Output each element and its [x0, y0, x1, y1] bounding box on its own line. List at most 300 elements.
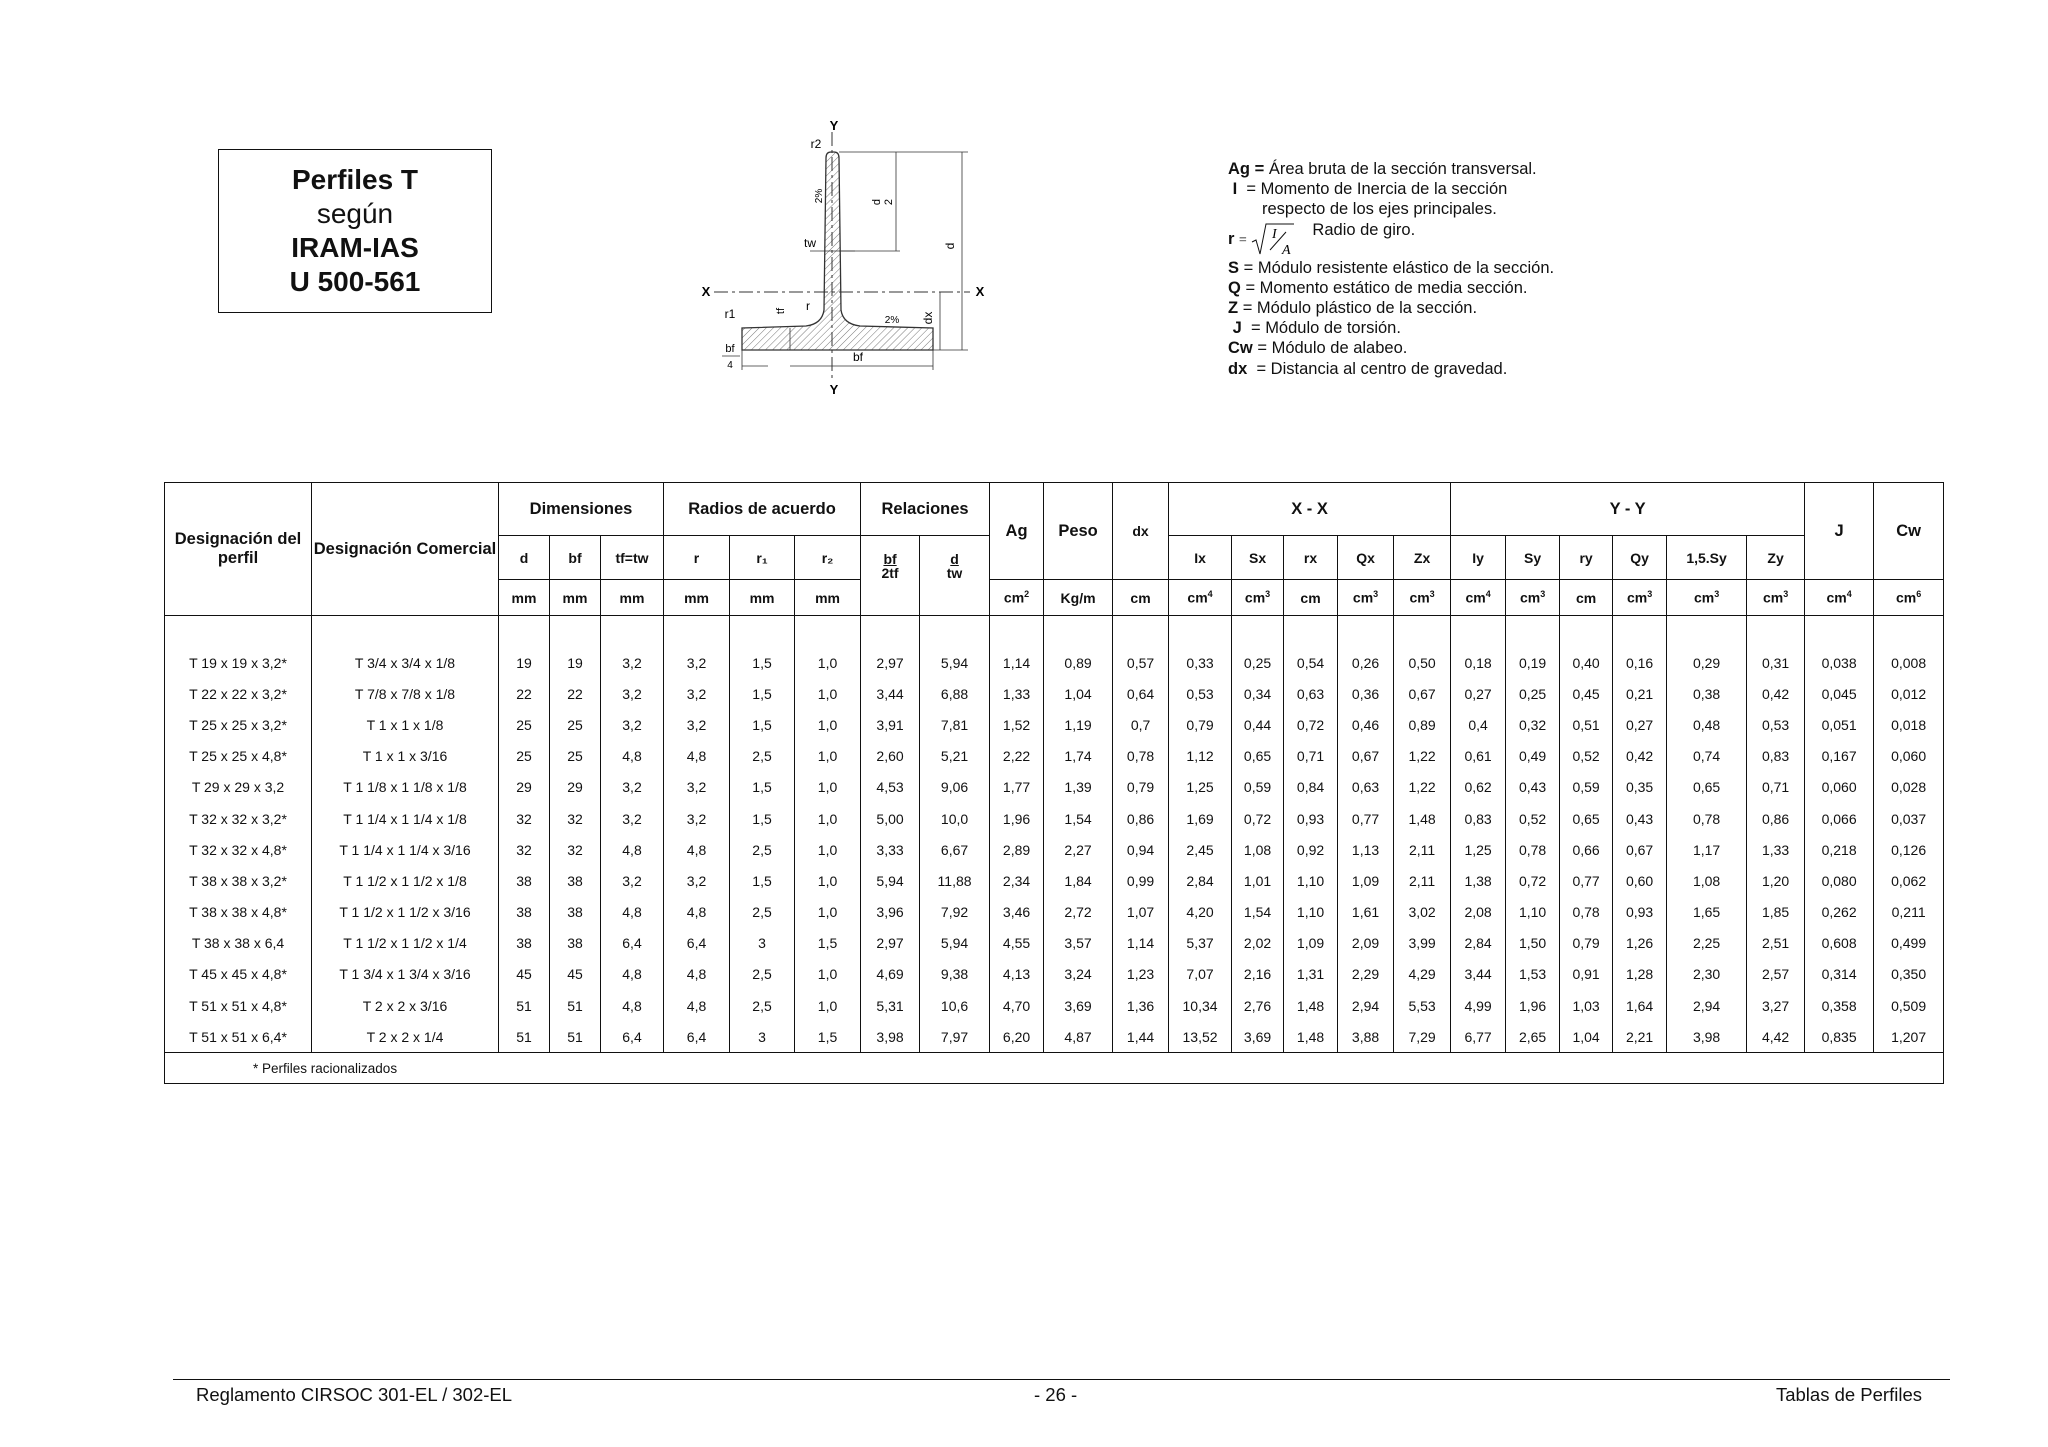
unit-ag [990, 580, 1044, 616]
table-cell: 4,20 [1169, 897, 1232, 928]
table-cell: 4,8 [664, 959, 730, 990]
table-cell: 0,167 [1805, 741, 1874, 772]
table-cell: 1,33 [990, 678, 1044, 709]
spacer-cell [1613, 616, 1667, 648]
table-cell: 4,8 [664, 834, 730, 865]
table-cell: 3,99 [1394, 928, 1451, 959]
table-cell: 1,20 [1747, 865, 1805, 896]
bf-label: bf [852, 350, 864, 364]
flange-slope-label: 2% [884, 315, 900, 326]
unit-zy [1747, 580, 1805, 616]
unit-ag-exp: 2 [1024, 589, 1030, 600]
table-cell: 0,48 [1667, 709, 1747, 740]
table-cell: 0,83 [1451, 803, 1506, 834]
table-cell: 1,04 [1044, 678, 1113, 709]
table-cell: 25 [550, 709, 601, 740]
table-cell: 2,84 [1169, 865, 1232, 896]
table-cell: 29 [550, 772, 601, 803]
table-cell: 2,22 [990, 741, 1044, 772]
table-cell: 0,19 [1506, 647, 1560, 678]
table-cell: 32 [550, 834, 601, 865]
table-cell: 38 [499, 928, 550, 959]
table-cell: T 25 x 25 x 3,2* [165, 709, 312, 740]
table-cell: 25 [550, 741, 601, 772]
table-cell: 1,84 [1044, 865, 1113, 896]
table-cell: 5,94 [861, 865, 920, 896]
table-cell: 1,64 [1613, 990, 1667, 1021]
table-cell: 1,10 [1284, 865, 1338, 896]
table-cell: 1,08 [1667, 865, 1747, 896]
table-cell: 1,09 [1338, 865, 1394, 896]
table-cell: 2,09 [1338, 928, 1394, 959]
table-cell: 0,71 [1284, 741, 1338, 772]
table-cell: 1,48 [1284, 1021, 1338, 1053]
table-cell: 0,21 [1613, 678, 1667, 709]
table-cell: 0,50 [1394, 647, 1451, 678]
table-cell: 51 [499, 990, 550, 1021]
table-cell: 0,29 [1667, 647, 1747, 678]
footer-page-number: - 26 - [1034, 1384, 1078, 1405]
sub-r2: r₂ [795, 536, 861, 580]
table-cell: 0,49 [1506, 741, 1560, 772]
unit-qx [1338, 580, 1394, 616]
table-cell: 2,02 [1232, 928, 1284, 959]
spacer-cell [1232, 616, 1284, 648]
table-cell: T 1 x 1 x 3/16 [312, 741, 499, 772]
table-row [165, 990, 1944, 1021]
sub-r: r [664, 536, 730, 580]
legend-eq: = [1243, 258, 1254, 277]
header-designacion-perfil: Designación del perfil [165, 483, 312, 616]
table-cell: 0,350 [1874, 959, 1944, 990]
table-cell: 4,8 [601, 990, 664, 1021]
table-cell: 10,34 [1169, 990, 1232, 1021]
table-cell: 5,94 [920, 928, 990, 959]
table-cell: 0,051 [1805, 709, 1874, 740]
table-cell: T 1 x 1 x 1/8 [312, 709, 499, 740]
table-cell: 38 [550, 928, 601, 959]
table-cell: 5,94 [920, 647, 990, 678]
table-cell: 2,76 [1232, 990, 1284, 1021]
table-cell: 5,37 [1169, 928, 1232, 959]
table-cell: 0,93 [1613, 897, 1667, 928]
table-cell: 1,23 [1113, 959, 1169, 990]
table-cell: 0,89 [1394, 709, 1451, 740]
table-cell: 2,5 [730, 897, 795, 928]
table-cell: 19 [499, 647, 550, 678]
table-cell: 2,25 [1667, 928, 1747, 959]
table-cell: 0,42 [1747, 678, 1805, 709]
unit-sx-exp: 3 [1265, 589, 1271, 600]
unit-sy15-exp: 3 [1714, 589, 1720, 600]
table-cell: 1,03 [1560, 990, 1613, 1021]
unit-ag-base: cm [1003, 589, 1025, 606]
table-cell: 0,86 [1113, 803, 1169, 834]
unit-peso: Kg/m [1044, 580, 1113, 616]
table-cell: 7,92 [920, 897, 990, 928]
formula-num: I [1272, 226, 1278, 242]
table-cell: 2,97 [861, 928, 920, 959]
table-cell: 4,13 [990, 959, 1044, 990]
table-cell: 1,28 [1613, 959, 1667, 990]
radius-formula [1228, 220, 1415, 258]
table-cell: 1,61 [1338, 897, 1394, 928]
table-cell: 1,5 [730, 647, 795, 678]
legend-s-text: Módulo resistente elástico de la sección. [1257, 258, 1555, 277]
table-cell: 38 [499, 897, 550, 928]
spacer-cell [1805, 616, 1874, 648]
table-cell: 2,11 [1394, 834, 1451, 865]
table-cell: 1,53 [1506, 959, 1560, 990]
sub-iy: Iy [1451, 536, 1506, 580]
table-cell: 0,67 [1613, 834, 1667, 865]
legend-dx-symbol: dx [1228, 359, 1248, 378]
table-cell: 0,16 [1613, 647, 1667, 678]
table-row [165, 709, 1944, 740]
table-cell: 0,218 [1805, 834, 1874, 865]
tf-label: tf [775, 307, 787, 315]
web-slope-label: 2% [814, 188, 825, 204]
table-cell: 1,65 [1667, 897, 1747, 928]
table-row [165, 678, 1944, 709]
table-cell: 0,53 [1747, 709, 1805, 740]
table-cell: 6,4 [601, 1021, 664, 1053]
sub-zy: Zy [1747, 536, 1805, 580]
table-cell: 0,66 [1560, 834, 1613, 865]
table-cell: 1,22 [1394, 772, 1451, 803]
spacer-cell [1169, 616, 1232, 648]
table-cell: 2,08 [1451, 897, 1506, 928]
table-cell: 0,037 [1874, 803, 1944, 834]
table-cell: 2,57 [1747, 959, 1805, 990]
table-cell: 11,88 [920, 865, 990, 896]
table-cell: 3,02 [1394, 897, 1451, 928]
table-cell: 0,67 [1338, 741, 1394, 772]
profiles-table-wrapper [164, 482, 1943, 1084]
table-cell: T 45 x 45 x 4,8* [165, 959, 312, 990]
table-cell: 0,93 [1284, 803, 1338, 834]
table-cell: 4,99 [1451, 990, 1506, 1021]
r2-label: r2 [810, 137, 822, 151]
table-cell: 1,96 [1506, 990, 1560, 1021]
table-cell: 0,44 [1232, 709, 1284, 740]
table-cell: 1,33 [1747, 834, 1805, 865]
table-row [165, 772, 1944, 803]
table-cell: T 1 1/2 x 1 1/2 x 1/8 [312, 865, 499, 896]
table-cell: 2,21 [1613, 1021, 1667, 1053]
table-cell: 10,0 [920, 803, 990, 834]
table-cell: 0,012 [1874, 678, 1944, 709]
table-cell: 2,94 [1338, 990, 1394, 1021]
unit-cw-base: cm [1896, 589, 1917, 606]
table-cell: 2,5 [730, 959, 795, 990]
table-cell: 1,5 [795, 928, 861, 959]
table-cell: 0,78 [1506, 834, 1560, 865]
table-cell: 1,48 [1284, 990, 1338, 1021]
table-cell: 0,99 [1113, 865, 1169, 896]
table-cell: 4,29 [1394, 959, 1451, 990]
header-radios: Radios de acuerdo [664, 483, 861, 536]
table-cell: 1,5 [795, 1021, 861, 1053]
table-cell: 0,52 [1506, 803, 1560, 834]
table-cell: 0,045 [1805, 678, 1874, 709]
table-cell: 0,25 [1506, 678, 1560, 709]
table-cell: 45 [550, 959, 601, 990]
table-cell: 0,64 [1113, 678, 1169, 709]
table-cell: 1,01 [1232, 865, 1284, 896]
header-ag: Ag [990, 483, 1044, 580]
table-cell: 0,72 [1284, 709, 1338, 740]
header-peso: Peso [1044, 483, 1113, 580]
table-cell: 3,91 [861, 709, 920, 740]
sub-sy: Sy [1506, 536, 1560, 580]
table-cell: 25 [499, 741, 550, 772]
table-cell: 4,8 [664, 990, 730, 1021]
legend-eq: = [1245, 278, 1256, 297]
table-cell: 2,27 [1044, 834, 1113, 865]
unit-sy-base: cm [1519, 589, 1541, 606]
table-cell: 0,78 [1667, 803, 1747, 834]
unit-sx [1232, 580, 1284, 616]
spacer-cell [1667, 616, 1747, 648]
table-cell: 0,43 [1506, 772, 1560, 803]
table-cell: 2,72 [1044, 897, 1113, 928]
table-cell: 1,19 [1044, 709, 1113, 740]
sub-bf: bf [550, 536, 601, 580]
table-cell: 1,0 [795, 990, 861, 1021]
sub-ix: Ix [1169, 536, 1232, 580]
table-cell: 0,57 [1113, 647, 1169, 678]
table-cell: 3,2 [601, 709, 664, 740]
table-cell: T 32 x 32 x 4,8* [165, 834, 312, 865]
table-cell: 1,0 [795, 803, 861, 834]
table-cell: 3,24 [1044, 959, 1113, 990]
spacer-cell [1284, 616, 1338, 648]
table-cell: 0,26 [1338, 647, 1394, 678]
unit-qy [1613, 580, 1667, 616]
table-cell: 0,67 [1394, 678, 1451, 709]
table-cell: 3,69 [1044, 990, 1113, 1021]
table-row [165, 803, 1944, 834]
table-cell: 0,211 [1874, 897, 1944, 928]
spacer-cell [165, 616, 312, 648]
table-cell: T 29 x 29 x 3,2 [165, 772, 312, 803]
table-cell: 1,25 [1169, 772, 1232, 803]
legend-i-symbol: I [1232, 180, 1238, 199]
svg-text:=: = [1238, 232, 1248, 248]
table-cell: 25 [499, 709, 550, 740]
table-cell: 0,86 [1747, 803, 1805, 834]
header-xx: X - X [1169, 483, 1451, 536]
table-cell: 4,69 [861, 959, 920, 990]
table-cell: 4,87 [1044, 1021, 1113, 1053]
sub-tftw: tf=tw [601, 536, 664, 580]
sqrt-formula-icon [1238, 220, 1298, 258]
table-cell: 0,062 [1874, 865, 1944, 896]
table-cell: 4,42 [1747, 1021, 1805, 1053]
table-cell: 0,080 [1805, 865, 1874, 896]
table-cell: 2,5 [730, 741, 795, 772]
table-cell: 0,74 [1667, 741, 1747, 772]
axis-x-right-label: X [975, 284, 985, 299]
table-cell: 1,25 [1451, 834, 1506, 865]
table-cell: 6,20 [990, 1021, 1044, 1053]
unit-sx-base: cm [1244, 589, 1266, 606]
table-cell: 6,4 [664, 1021, 730, 1053]
legend-eq: = [1250, 319, 1261, 338]
table-cell: 2,5 [730, 990, 795, 1021]
table-cell: 7,07 [1169, 959, 1232, 990]
spacer-cell [1044, 616, 1113, 648]
table-row [165, 928, 1944, 959]
sub-qy: Qy [1613, 536, 1667, 580]
rel2-num: d [950, 551, 959, 567]
sub-rx: rx [1284, 536, 1338, 580]
unit-ix-exp: 4 [1207, 589, 1213, 600]
table-cell: 0,60 [1613, 865, 1667, 896]
table-cell: 3,2 [664, 647, 730, 678]
table-cell: 0,61 [1451, 741, 1506, 772]
title-line-2: según [316, 198, 394, 229]
table-cell: 0,65 [1667, 772, 1747, 803]
table-cell: 32 [499, 803, 550, 834]
table-cell: T 1 1/4 x 1 1/4 x 3/16 [312, 834, 499, 865]
table-cell: 4,8 [601, 834, 664, 865]
unit-qx-base: cm [1352, 589, 1374, 606]
table-cell: 3,2 [601, 803, 664, 834]
unit-bf: mm [550, 580, 601, 616]
table-cell: T 38 x 38 x 3,2* [165, 865, 312, 896]
table-cell: T 25 x 25 x 4,8* [165, 741, 312, 772]
table-cell: 0,52 [1560, 741, 1613, 772]
table-cell: 1,04 [1560, 1021, 1613, 1053]
table-cell: T 19 x 19 x 3,2* [165, 647, 312, 678]
table-cell: 4,55 [990, 928, 1044, 959]
table-cell: 2,34 [990, 865, 1044, 896]
table-cell: 0,35 [1613, 772, 1667, 803]
table-cell: 0,46 [1338, 709, 1394, 740]
table-cell: 0,18 [1451, 647, 1506, 678]
table-cell: 0,32 [1506, 709, 1560, 740]
legend-eq: = [1254, 160, 1265, 178]
legend-z-symbol: Z [1228, 299, 1239, 318]
table-cell: 0,060 [1805, 772, 1874, 803]
header-dimensiones: Dimensiones [499, 483, 664, 536]
spacer-cell [1747, 616, 1805, 648]
rel2-den: tw [946, 565, 963, 581]
table-cell: 0,38 [1667, 678, 1747, 709]
legend-j-symbol: J [1232, 319, 1242, 338]
table-cell: T 2 x 2 x 1/4 [312, 1021, 499, 1053]
header-dx: dx [1113, 483, 1169, 580]
unit-r: mm [664, 580, 730, 616]
table-cell: 1,0 [795, 709, 861, 740]
table-cell: 1,0 [795, 678, 861, 709]
legend-r-symbol: r [1228, 229, 1235, 248]
table-row [165, 1021, 1944, 1053]
unit-iy-exp: 4 [1485, 589, 1491, 600]
table-cell: 2,16 [1232, 959, 1284, 990]
table-cell: 0,72 [1506, 865, 1560, 896]
table-cell: 2,30 [1667, 959, 1747, 990]
table-cell: 0,62 [1451, 772, 1506, 803]
table-cell: 6,88 [920, 678, 990, 709]
axis-y-top-label: Y [829, 118, 839, 133]
legend [1228, 159, 1554, 379]
table-cell: 6,4 [664, 928, 730, 959]
legend-s-symbol: S [1228, 258, 1240, 277]
axis-x-left-label: X [701, 284, 711, 299]
table-cell: 19 [550, 647, 601, 678]
unit-cw [1874, 580, 1944, 616]
table-cell: 6,4 [601, 928, 664, 959]
unit-sy15-base: cm [1693, 589, 1715, 606]
table-cell: T 51 x 51 x 6,4* [165, 1021, 312, 1053]
table-cell: 1,10 [1284, 897, 1338, 928]
table-cell: 1,5 [730, 803, 795, 834]
table-cell: T 1 1/8 x 1 1/8 x 1/8 [312, 772, 499, 803]
table-cell: 1,54 [1044, 803, 1113, 834]
unit-zx-base: cm [1409, 589, 1430, 606]
table-cell: 38 [550, 897, 601, 928]
spacer-cell [664, 616, 730, 648]
table-cell: 51 [550, 1021, 601, 1053]
table-cell: 1,69 [1169, 803, 1232, 834]
table-cell: T 7/8 x 7/8 x 1/8 [312, 678, 499, 709]
unit-j-base: cm [1826, 589, 1847, 606]
legend-eq: = [1246, 180, 1256, 199]
table-cell: 0,45 [1560, 678, 1613, 709]
spacer-cell [1338, 616, 1394, 648]
legend-cw-text: Módulo de alabeo. [1271, 339, 1408, 358]
legend-ag-symbol: Ag [1228, 160, 1250, 178]
table-cell: 1,22 [1394, 741, 1451, 772]
table-cell: 0,060 [1874, 741, 1944, 772]
legend-q-symbol: Q [1228, 278, 1241, 297]
title-box [218, 149, 492, 313]
unit-j [1805, 580, 1874, 616]
bf-quarter-num: bf [725, 343, 735, 355]
table-cell: 0,54 [1284, 647, 1338, 678]
rel1-num: bf [883, 551, 897, 567]
table-cell: 1,207 [1874, 1021, 1944, 1053]
table-cell: 32 [499, 834, 550, 865]
r1-label: r1 [724, 307, 736, 321]
unit-ix [1169, 580, 1232, 616]
footer-right: Tablas de Perfiles [1775, 1384, 1922, 1405]
table-cell: 0,358 [1805, 990, 1874, 1021]
table-row [165, 834, 1944, 865]
table-cell: 1,44 [1113, 1021, 1169, 1053]
table-cell: 0,71 [1747, 772, 1805, 803]
table-cell: 0,65 [1232, 741, 1284, 772]
table-cell: 3,44 [1451, 959, 1506, 990]
table-cell: 0,028 [1874, 772, 1944, 803]
table-cell: 1,0 [795, 647, 861, 678]
unit-zy-exp: 3 [1783, 589, 1789, 600]
table-cell: 3,2 [664, 678, 730, 709]
table-cell: 0,314 [1805, 959, 1874, 990]
table-cell: 3,2 [601, 772, 664, 803]
unit-qy-base: cm [1626, 589, 1648, 606]
table-cell: 0,83 [1747, 741, 1805, 772]
table-cell: 5,00 [861, 803, 920, 834]
table-cell: 2,11 [1394, 865, 1451, 896]
table-cell: 3,2 [601, 865, 664, 896]
spacer-cell [1394, 616, 1451, 648]
table-cell: 2,84 [1451, 928, 1506, 959]
spacer-cell [920, 616, 990, 648]
